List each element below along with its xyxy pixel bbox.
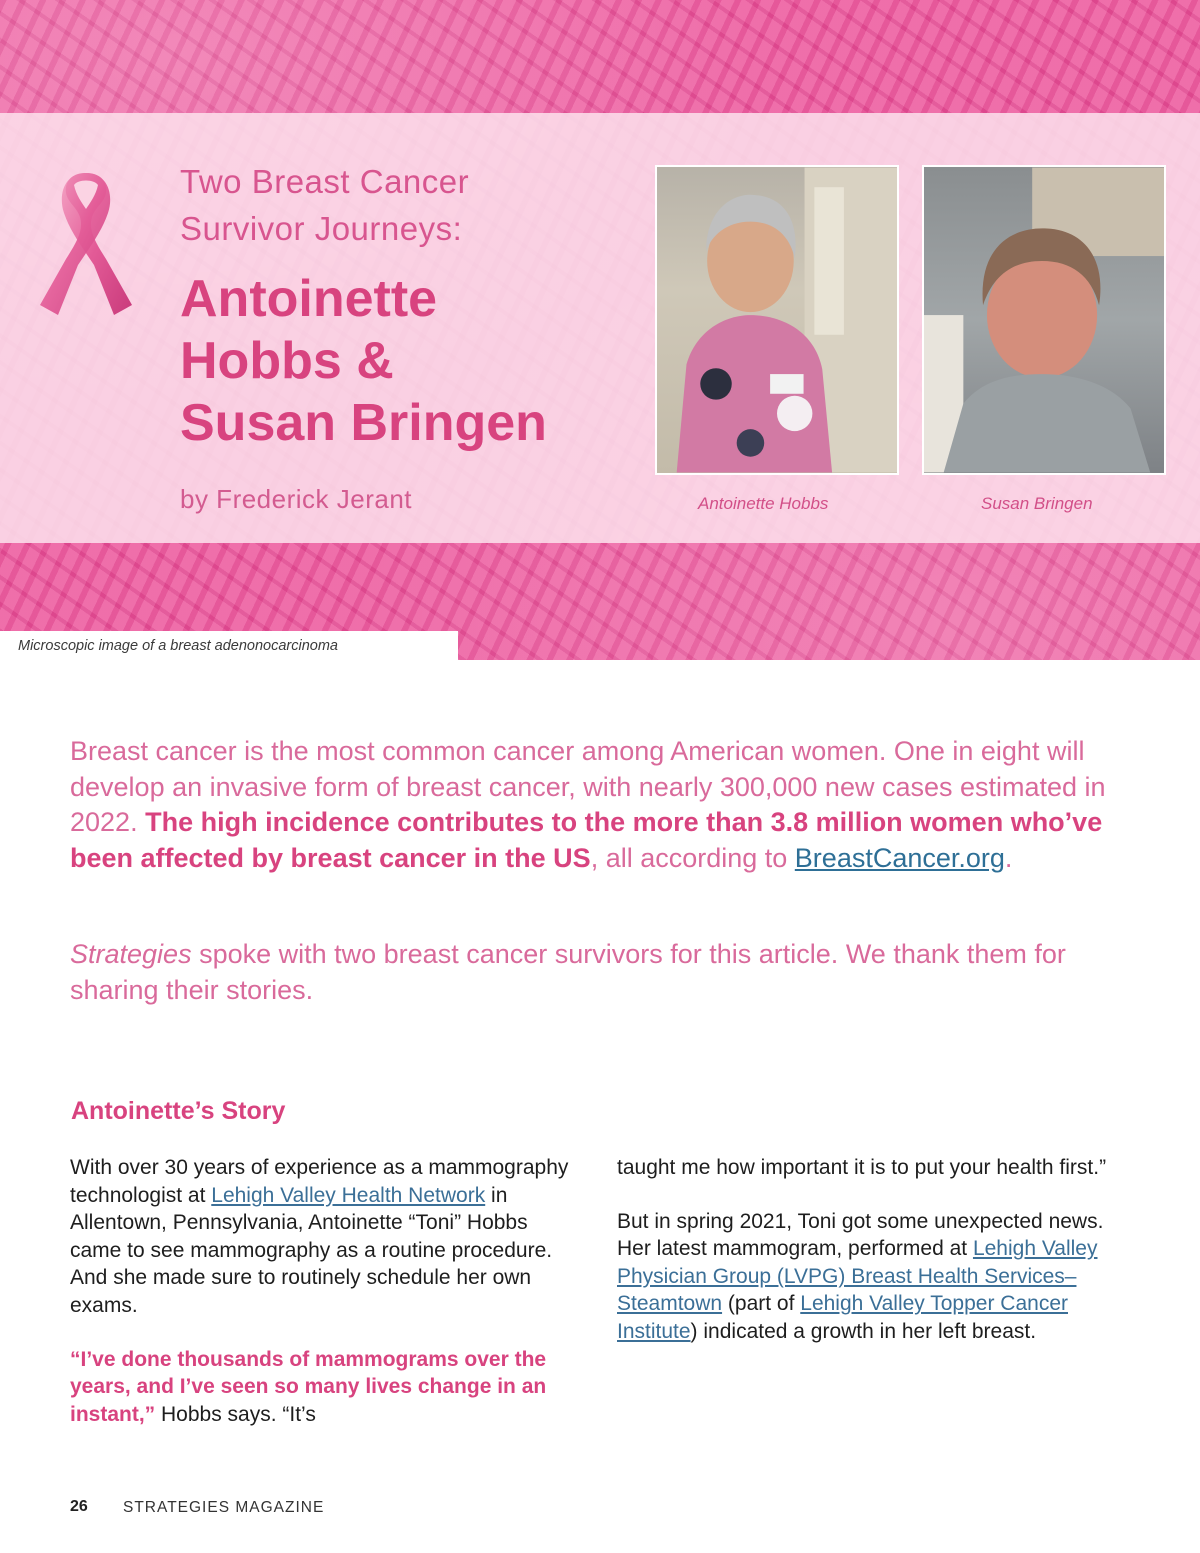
story-text: taught me how important it is to put your health first.”: [617, 1156, 1107, 1179]
section-heading: Antoinette’s Story: [71, 1097, 286, 1125]
intro-text-attribution: , all according to: [590, 842, 795, 873]
magazine-name: STRATEGIES MAGAZINE: [123, 1499, 325, 1516]
intro-period: .: [1004, 842, 1013, 873]
intro-thanks-paragraph: [70, 937, 1150, 1008]
headline-line-3: Susan Bringen: [180, 394, 547, 452]
pink-ribbon-icon: [36, 165, 136, 320]
topper-cancer-institute-link[interactable]: Lehigh Valley Topper Cancer Institute: [617, 1292, 1068, 1343]
story-text: But in spring 2021, Toni got some unexpected news. Her latest mammogram, performed at: [617, 1209, 1104, 1261]
pull-quote: “I’ve done thousands of mammograms over the years, and I’ve seen so many lives change in an instant,”: [70, 1347, 547, 1426]
story-column-left: [70, 1154, 570, 1454]
magazine-title-italic: Strategies: [70, 939, 192, 969]
photo-susan-bringen: [922, 165, 1166, 475]
intro-emphasis: The high incidence contributes to the more than 3.8 million women who’ve been affected by breast cancer in the US: [70, 807, 1103, 873]
intro-thanks-text: spoke with two breast cancer survivors for this article. We thank them for sharing their stories.: [70, 939, 1066, 1005]
page-number: 26: [70, 1498, 88, 1515]
headline-line-1: Antoinette: [180, 270, 438, 328]
byline: by Frederick Jerant: [180, 484, 413, 514]
article-kicker: [180, 158, 600, 252]
lvhn-link[interactable]: Lehigh Valley Health Network: [211, 1183, 486, 1207]
headline-line-2: Hobbs &: [180, 332, 394, 390]
photo-caption-bringen: Susan Bringen: [981, 494, 1093, 513]
kicker-line-2: Survivor Journeys:: [180, 210, 463, 247]
photo-antoinette-hobbs: [655, 165, 899, 475]
photo-caption-hobbs: Antoinette Hobbs: [698, 494, 829, 513]
hero-banner: [0, 0, 1200, 660]
story-column-right: [617, 1154, 1117, 1372]
story-text: in Allentown, Pennsylvania, Antoinette “Toni” Hobbs came to see mammography as a routine procedure. And she made sure to routinely schedule her own exams.: [70, 1183, 553, 1317]
story-text: ) indicated a growth in her left breast.: [690, 1319, 1037, 1343]
banner-image-caption: Microscopic image of a breast adenonocarcinoma: [0, 631, 458, 661]
story-text: Hobbs says. “It’s: [155, 1402, 316, 1426]
intro-text: Breast cancer is the most common cancer among American women. One in eight will develop an invasive form of breast cancer, with nearly 300,000 new cases estimated in 2022.: [70, 736, 1106, 837]
lvpg-breast-health-link[interactable]: Lehigh Valley Physician Group (LVPG) Breast Health Services–Steamtown: [617, 1237, 1098, 1316]
kicker-line-1: Two Breast Cancer: [180, 163, 470, 200]
intro-paragraph: [70, 734, 1150, 876]
story-text: With over 30 years of experience as a mammography technologist at: [70, 1156, 569, 1207]
portrait-woman-icon: [924, 167, 1164, 473]
portrait-woman-icon: [657, 167, 897, 473]
article-headline: [180, 268, 640, 454]
breastcancer-org-link[interactable]: BreastCancer.org: [794, 842, 1005, 873]
story-text: (part of: [722, 1292, 801, 1316]
